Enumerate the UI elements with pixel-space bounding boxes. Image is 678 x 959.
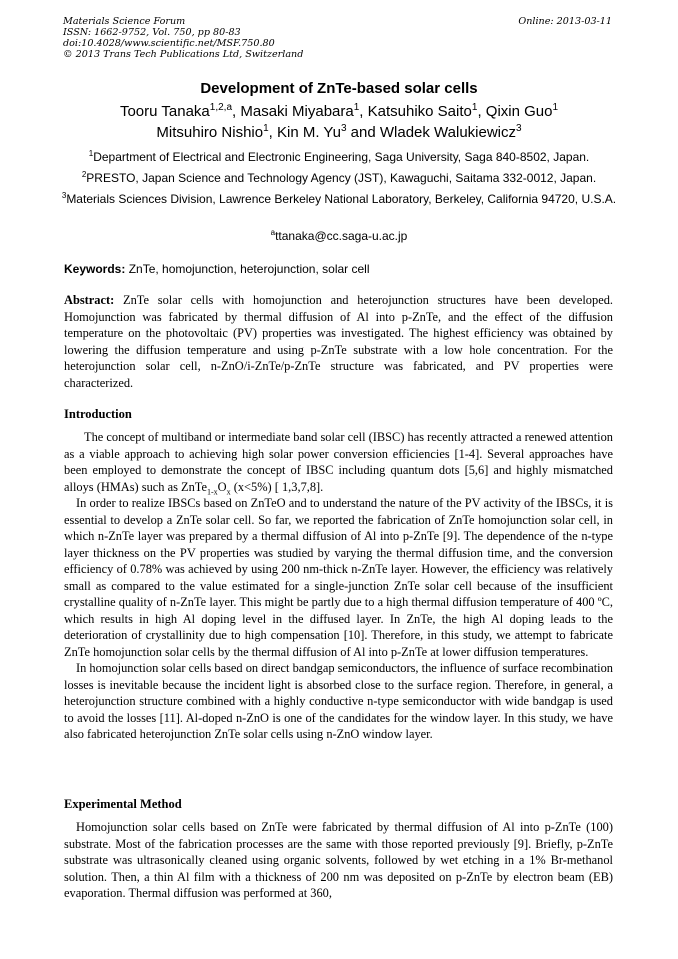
author-name: , Katsuhiko Saito [359,103,472,120]
author-sup: 1,2,a [209,102,233,113]
author-name: Mitsuhiro Nishio [156,124,264,141]
author-sup: 1 [471,102,478,113]
author-name: , Masaki Miyabara [232,103,354,120]
experimental-body [64,819,613,902]
affiliation-text: PRESTO, Japan Science and Technology Agency (JST), Kawaguchi, Saitama 332-0012, Japan. [86,171,597,185]
experimental-paragraph-1: Homojunction solar cells based on ZnTe were fabricated by thermal diffusion of Al into p-ZnTe (100) substrate. Most of the fabrication processes are the same with those reported previously [9]. Briefly, p-ZnTe substrate was ultrasonically cleaned using organic solvents, followed by wet etching in a 1% Br-methanol solution. Then, a thin Al film with a thickness of 200 nm was deposited on p-ZnTe by electron beam (EB) evaporation. Thermal diffusion was performed at 360, [64,820,613,900]
author-name: , Kin M. Yu [268,124,341,141]
paper-title: Development of ZnTe-based solar cells [200,80,478,97]
introduction-body [64,429,613,743]
intro-paragraph-1 [64,429,613,495]
author-sup: 1 [263,123,269,134]
affiliation-1 [60,150,618,165]
intro-paragraph-2: In order to realize IBSCs based on ZnTeO and to understand the nature of the PV activity of the IBSCs, it is essential to develop a ZnTe solar cell. So far, we reported the fabrication of ZnTe homojunction solar cell, in which n-ZnTe layer was prepared by a thermal diffusion of Al into p-ZnTe [9]. The dependence of the n-type layer thickness on the PV properties was studied by varying the thermal diffusion time, and the conversion efficiency of 0.78% was achieved by using 200 nm-thick n-ZnTe layer. However, the efficiency was relatively small as compared to the value estimated for a single-junction ZnTe solar cell because of the insufficient crystalline quality of n-ZnTe layer. This might be partly due to a high thermal diffusion temperature of 400 ºC, which results in high Al doping level in the diffused layer. In ZnTe, the high Al doping leads to the deterioration of crystallinity due to high compensation [10]. Therefore, in this study, we attempt to fabricate ZnTe homojunction solar cells by the thermal diffusion of Al into p-ZnTe at lower diffusion temperatures. [64,496,613,659]
intro-subscript: 1-x [206,486,218,496]
author-sup: 3 [340,123,347,134]
experimental-heading: Experimental Method [64,797,182,811]
author-sup: 3 [516,123,522,134]
abstract-label: Abstract: [64,293,115,307]
intro-subscript: x [226,486,231,496]
introduction-heading: Introduction [64,407,132,421]
intro-text: (x<5%) [ 1,3,7,8]. [230,479,324,494]
author-sup: 1 [552,102,559,113]
affiliation-text: Department of Electrical and Electronic Engineering, Saga University, Saga 840-8502, Japan. [93,150,590,164]
affiliation-2 [60,171,618,186]
email-text[interactable]: ttanaka@cc.saga-u.ac.jp [275,229,408,243]
author-name: Tooru Tanaka [119,103,210,120]
affiliation-sup: 3 [61,191,67,200]
intro-paragraph-3: In homojunction solar cells based on direct bandgap semiconductors, the influence of surface recombination losses is inevitable because the incident light is absorbed close to the surface region. Therefore, in general, a heterojunction structure combined with a highly conductive n-type semiconductor with wide bandgap is used to avoid the losses [11]. Al-doped n-ZnO is one of the candidates for the window layer. In this study, we have also fabricated heterojunction ZnTe solar cells using n-ZnO window layer. [64,661,613,741]
affiliation-sup: 1 [88,149,94,158]
keywords [64,262,370,276]
journal-header [63,16,303,60]
doi-line[interactable]: doi:10.4028/www.scientific.net/MSF.750.80 [63,38,275,49]
affiliation-3 [60,192,618,207]
keywords-label: Keywords: [64,262,126,276]
author-list [60,101,618,143]
online-date: Online: 2013-03-11 [518,16,612,27]
email-sup: a [270,228,276,237]
abstract [64,292,613,391]
intro-text: The concept of multiband or intermediate band solar cell (IBSC) has recently attracted a renewed attention as a viable approach to achieving high solar power conversion efficiencies [1-4]. Several approaches have been employed to demonstrate the concept of IBSC including quantum dots [5,6] and highly mismatched alloys (HMAs) such as ZnTe [64,430,613,494]
issn-line: ISSN: 1662-9752, Vol. 750, pp 80-83 [63,27,241,38]
corresponding-email [60,229,618,244]
author-name: and Wladek Walukiewicz [346,124,517,141]
author-name: , Qixin Guo [477,103,553,120]
copyright-line: © 2013 Trans Tech Publications Ltd, Switzerland [63,49,304,60]
affiliation-text: Materials Sciences Division, Lawrence Berkeley National Laboratory, Berkeley, California 94720, U.S.A. [66,192,617,206]
keywords-text: ZnTe, homojunction, heterojunction, solar cell [125,262,370,276]
intro-text: O [217,479,227,494]
author-sup: 1 [353,102,360,113]
affiliation-sup: 2 [81,170,87,179]
journal-name: Materials Science Forum [63,16,186,27]
abstract-text: ZnTe solar cells with homojunction and heterojunction structures have been developed. Homojunction was fabricated by thermal diffusion of Al into p-ZnTe, and the effect of the diffusion temperature on the photovoltaic (PV) properties was investigated. The highest efficiency was obtained by lowering the diffusion temperature and using p-ZnTe substrate with a low hole concentration. For the heterojunction solar cell, n-ZnO/i-ZnTe/p-ZnTe structure was fabricated, and PV properties were characterized. [64,293,613,390]
